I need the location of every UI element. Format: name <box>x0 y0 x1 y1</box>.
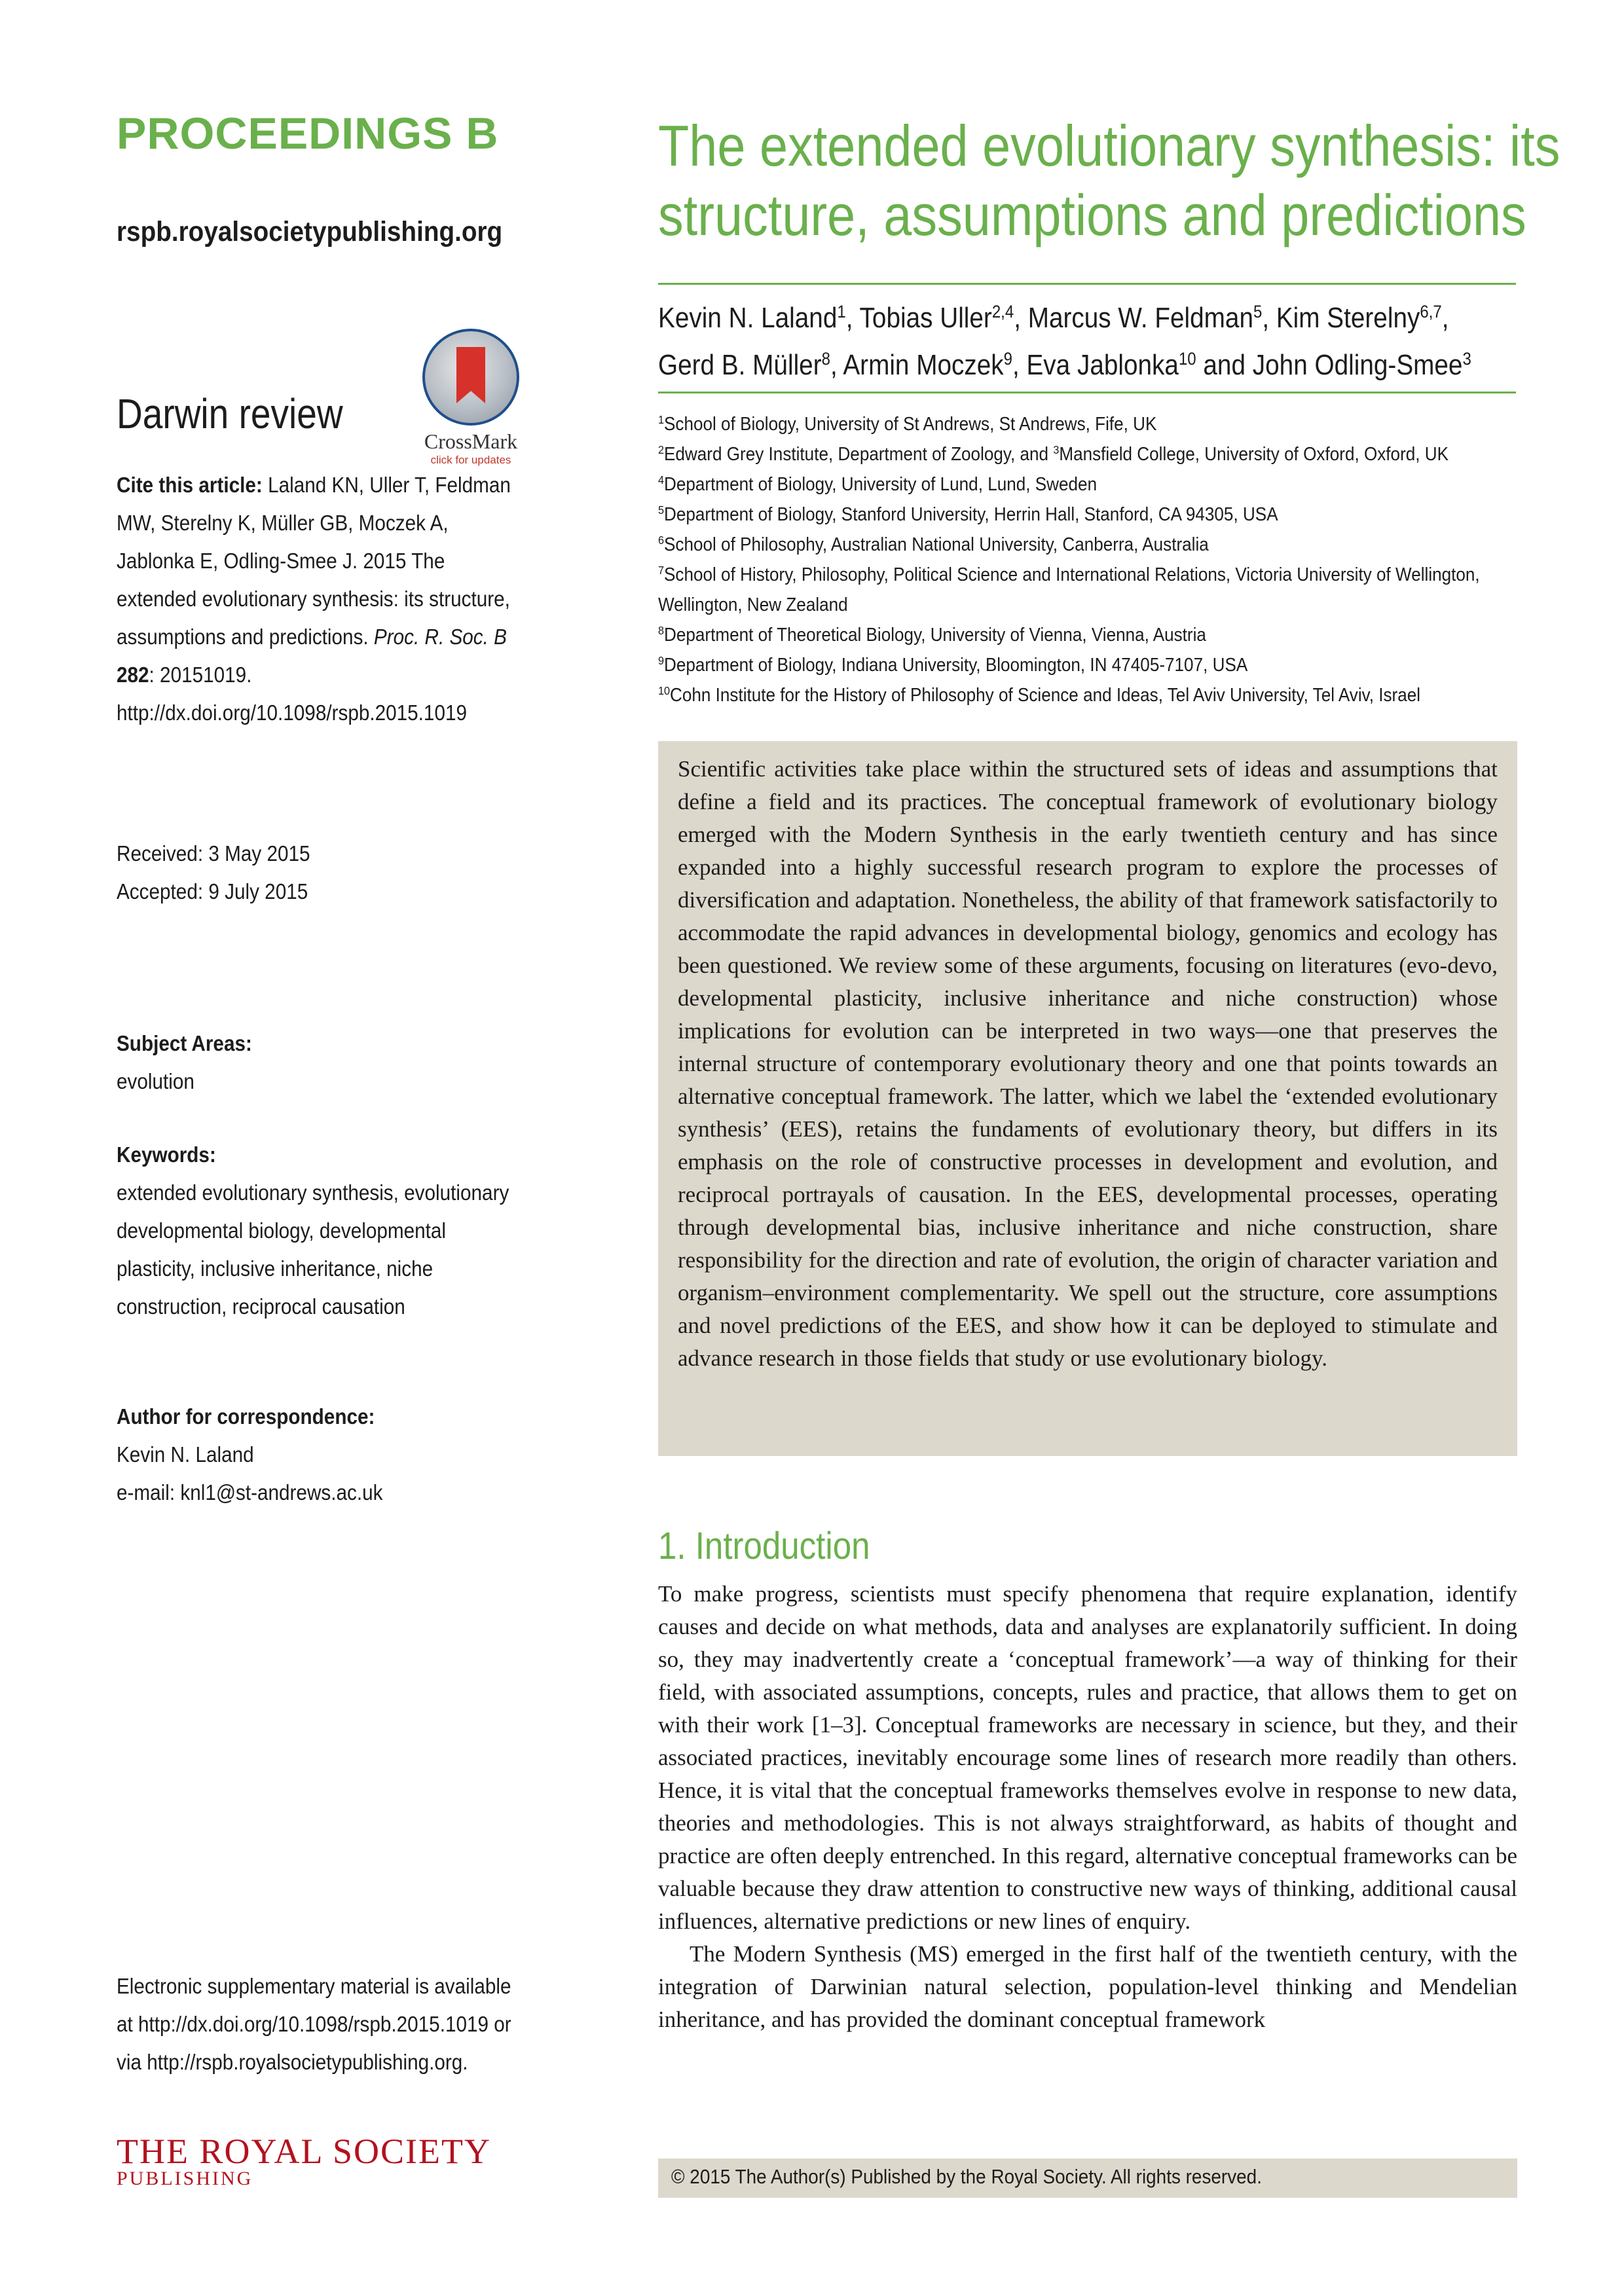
affiliation: Wellington, New Zealand <box>658 594 848 615</box>
corresp-email[interactable]: e-mail: knl1@st-andrews.ac.uk <box>117 1480 383 1504</box>
cite-volume: 282 <box>117 663 149 687</box>
subject-label: Subject Areas: <box>117 1031 252 1055</box>
abstract-box <box>658 741 1517 1456</box>
keywords-label: Keywords: <box>117 1142 216 1167</box>
article-title <box>658 111 1560 250</box>
authors-divider <box>658 392 1516 393</box>
crossmark-badge[interactable] <box>416 329 526 467</box>
copyright-bar <box>658 2159 1517 2198</box>
received-date: Received: 3 May 2015 <box>117 841 310 866</box>
affiliation: $^2$Edward Grey Institute, Department of Zoology, and $^3$Mansfield College, University of Oxford, Oxford, UK <box>658 443 1449 465</box>
subject-areas <box>117 1025 523 1101</box>
crossmark-label: CrossMark <box>424 429 518 453</box>
title-line-2: structure, assumptions and predictions <box>658 183 1526 247</box>
journal-logo: PROCEEDINGS B <box>117 109 499 158</box>
corresp-label: Author for correspondence: <box>117 1404 375 1429</box>
cite-label: Cite this article: <box>117 473 263 497</box>
affiliation: $^7$School of History, Philosophy, Political Science and International Relations, Victoria University of Wellington, <box>658 564 1480 585</box>
affiliation: $^{10}$Cohn Institute for the History of Philosophy of Science and Ideas, Tel Aviv University, Tel Aviv, Israel <box>658 684 1421 706</box>
accepted-date: Accepted: 9 July 2015 <box>117 879 308 903</box>
abstract-text: Scientific activities take place within the structured sets of ideas and assumptions that define a field and its practices. The conceptual framework of evolutionary biology emerged with the Modern Synthesis in the early twentieth century and has since expanded into a highly successful research program to explore the processes of diversification and adaptation. Nonetheless, the ability of that framework satisfactorily to accommodate the rapid advances in developmental biology, genomics and ecology has been questioned. We review some of these arguments, focusing on literatures (evo-devo, developmental plasticity, inclusive inheritance and niche construction) whose implications for evolution can be interpreted in two ways—one that preserves the internal structure of contemporary evolutionary theory and one that points towards an alternative conceptual framework. The latter, which we label the ‘extended evolutionary synthesis’ (EES), retains the fundaments of evolutionary theory, but differs in its emphasis on the role of constructive processes in development and evolution, and reciprocal portrayals of causation. In the EES, developmental processes, operating through developmental bias, inclusive inheritance and niche construction, share responsibility for the direction and rate of evolution, the origin of character variation and organism–environment complementarity. We spell out the structure, core assumptions and novel predictions of the EES, and show how it can be deployed to stimulate and advance research in those fields that study or use evolutionary biology. <box>678 756 1498 1371</box>
cite-pages: : 20151019. <box>149 663 252 687</box>
cite-journal: Proc. R. Soc. B <box>373 625 507 649</box>
affiliation: $^5$Department of Biology, Stanford University, Herrin Hall, Stanford, CA 94305, USA <box>658 503 1278 525</box>
affiliations <box>658 409 1513 710</box>
affiliation: $^8$Department of Theoretical Biology, University of Vienna, Vienna, Austria <box>658 624 1206 646</box>
correspondence-block <box>117 1398 523 1512</box>
article-type: Darwin review <box>117 390 343 437</box>
citation-block <box>117 466 523 732</box>
author-list <box>658 295 1471 389</box>
keywords-value: extended evolutionary synthesis, evolutionary developmental biology, developmental plasticity, inclusive inheritance, niche construction, reciprocal causation <box>117 1180 509 1319</box>
paragraph: To make progress, scientists must specify phenomena that require explanation, identify causes and decide on what methods, data and analyses are explanatorily sufficient. In doing so, they may inadvertently create a ‘conceptual framework’—a way of thinking for their field, with associated assumptions, concepts, rules and practice, that allows them to get on with their work [1–3]. Conceptual frameworks are necessary in science, but they, and their associated practices, inevitably encourage some lines of research more readily than others. Hence, it is vital that the conceptual frameworks themselves evolve in response to new data, theories and methodologies. This is not always straightforward, as habits of thought and practice are often deeply entrenched. In this regard, alternative conceptual frameworks can be valuable because they draw attention to constructive new ways of thinking, additional causal influences, alternative predictions or new lines of enquiry. <box>658 1581 1517 1934</box>
crossmark-sublabel: click for updates <box>430 454 511 466</box>
affiliation: $^4$Department of Biology, University of Lund, Lund, Sweden <box>658 473 1098 495</box>
publisher-name: THE ROYAL SOCIETY <box>117 2132 491 2171</box>
affiliation: $^9$Department of Biology, Indiana University, Bloomington, IN 47405-7107, USA <box>658 654 1248 676</box>
publisher-sub: PUBLISHING <box>117 2168 253 2189</box>
affiliation: $^1$School of Biology, University of St Andrews, St Andrews, Fife, UK <box>658 413 1157 435</box>
section-heading: 1. Introduction <box>658 1525 870 1567</box>
paragraph: The Modern Synthesis (MS) emerged in the first half of the twentieth century, with the integration of Darwinian natural selection, population-level thinking and Mendelian inheritance, and has provided the dominant conceptual framework <box>658 1941 1517 2032</box>
title-line-1: The extended evolutionary synthesis: its <box>658 113 1560 178</box>
publisher-logo <box>117 2131 491 2190</box>
author-line-1: Kevin N. Laland$^1$, Tobias Uller$^{2,4}$, Marcus W. Feldman$^5$, Kim Sterelny$^{6,7}$, <box>658 301 1449 334</box>
journal-url[interactable]: rspb.royalsocietypublishing.org <box>117 216 503 247</box>
copyright-text: © 2015 The Author(s) Published by the Royal Society. All rights reserved. <box>671 2165 1262 2188</box>
keywords-block <box>117 1136 523 1326</box>
author-line-2: Gerd B. Müller$^8$, Armin Moczek$^9$, Eva Jablonka$^{10}$ and John Odling-Smee$^3$ <box>658 348 1471 381</box>
crossmark-icon <box>422 329 519 426</box>
corresp-name: Kevin N. Laland <box>117 1442 254 1467</box>
cite-doi-link[interactable]: http://dx.doi.org/10.1098/rspb.2015.1019 <box>117 701 468 725</box>
intro-body <box>658 1578 1517 2036</box>
title-divider <box>658 283 1516 285</box>
cite-text: Laland KN, Uller T, Feldman MW, Sterelny K, Müller GB, Moczek A, Jablonka E, Odling-Smee J. 2015 The extended evolutionary synthesis: its structure, assumptions and predictions. <box>117 473 511 649</box>
subject-value: evolution <box>117 1069 194 1093</box>
dates-block <box>117 835 523 911</box>
supplementary-note: Electronic supplementary material is available at http://dx.doi.org/10.1098/rspb.2015.1019 or via http://rspb.royalsocietypublishing.org. <box>117 1974 511 2074</box>
affiliation: $^6$School of Philosophy, Australian National University, Canberra, Australia <box>658 534 1209 555</box>
